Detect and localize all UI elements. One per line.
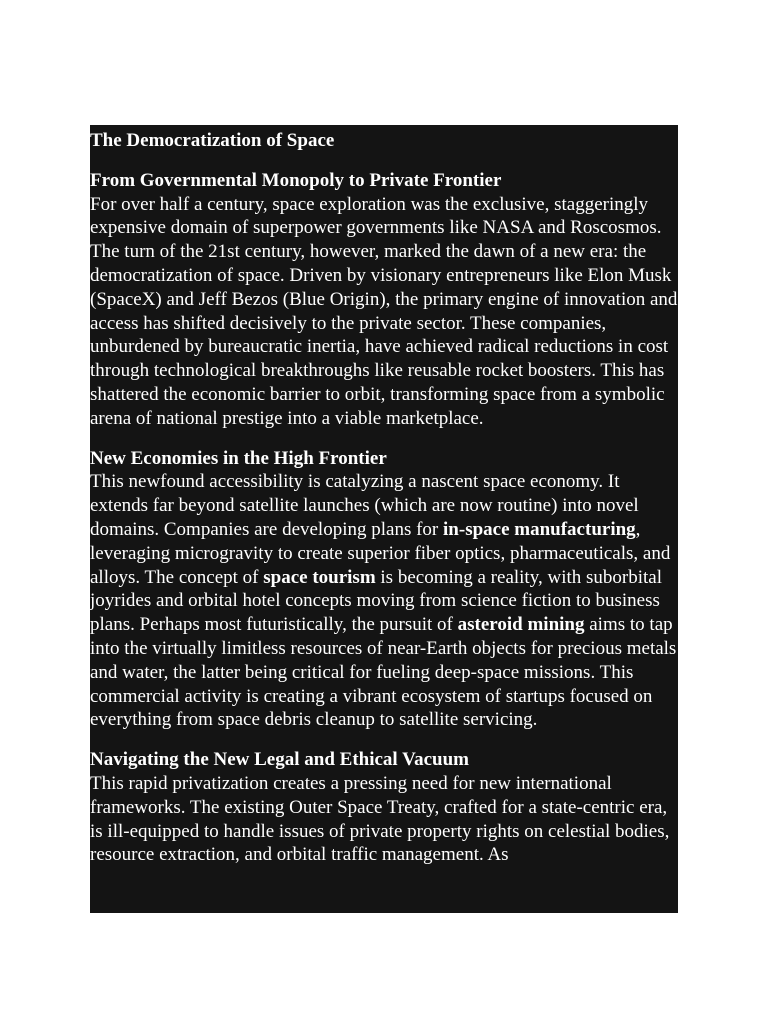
section-legal-ethical bbox=[90, 748, 678, 867]
emphasis-space-tourism: space tourism bbox=[263, 566, 376, 588]
body-text: For over half a century, space exploration was the exclusive, staggeringly expensive domain of superpower governments like NASA and Roscosmos. The turn of the 21st century, however, marked the dawn of a new era: the democratization of space. Driven by visionary entrepreneurs like Elon Musk (SpaceX) and Jeff Bezos (Blue Origin), the primary engine of innovation and access has shifted decisively to the private sector. These companies, unburdened by bureaucratic inertia, have achieved radical reductions in cost through technological breakthroughs like reusable rocket boosters. This has shattered the economic barrier to orbit, transforming space from a symbolic arena of national prestige into a viable marketplace. bbox=[90, 193, 678, 429]
section-heading: Navigating the New Legal and Ethical Vacuum bbox=[90, 749, 469, 771]
section-heading: New Economies in the High Frontier bbox=[90, 447, 387, 469]
section-body bbox=[90, 772, 678, 867]
section-heading: From Governmental Monopoly to Private Frontier bbox=[90, 169, 502, 191]
section-body bbox=[90, 470, 678, 732]
document-title: The Democratization of Space bbox=[90, 130, 335, 151]
document-block bbox=[90, 125, 678, 913]
emphasis-asteroid-mining: asteroid mining bbox=[457, 614, 585, 636]
section-new-economies bbox=[90, 447, 678, 733]
body-text: This rapid privatization creates a pressing need for new international frameworks. The existing Outer Space Treaty, crafted for a state-centric era, is ill-equipped to handle issues of private property rights on celestial bodies, resource extraction, and orbital traffic management. As bbox=[90, 772, 670, 866]
section-governmental-monopoly bbox=[90, 169, 678, 431]
body-text: This newfound accessibility is catalyzing a nascent space economy. It extends far beyond satellite launches (which are now routine) into novel domains. Companies are developing plans for bbox=[90, 471, 639, 540]
emphasis-in-space-manufacturing: in-space manufacturing bbox=[443, 518, 636, 540]
body-text: aims to tap into the virtually limitless resources of near-Earth objects for precious metals and water, the latter being critical for fueling deep-space missions. This commercial activity is creating a vibrant ecosystem of startups focused on everything from space debris cleanup to satellite servicing. bbox=[90, 614, 677, 731]
body-text: is becoming a reality, with suborbital joyrides and orbital hotel concepts moving from science fiction to business plans. Perhaps most futuristically, the pursuit of bbox=[90, 566, 663, 636]
body-text: , leveraging microgravity to create superior fiber optics, pharmaceuticals, and alloys. The concept of bbox=[90, 518, 671, 588]
section-body bbox=[90, 193, 678, 431]
